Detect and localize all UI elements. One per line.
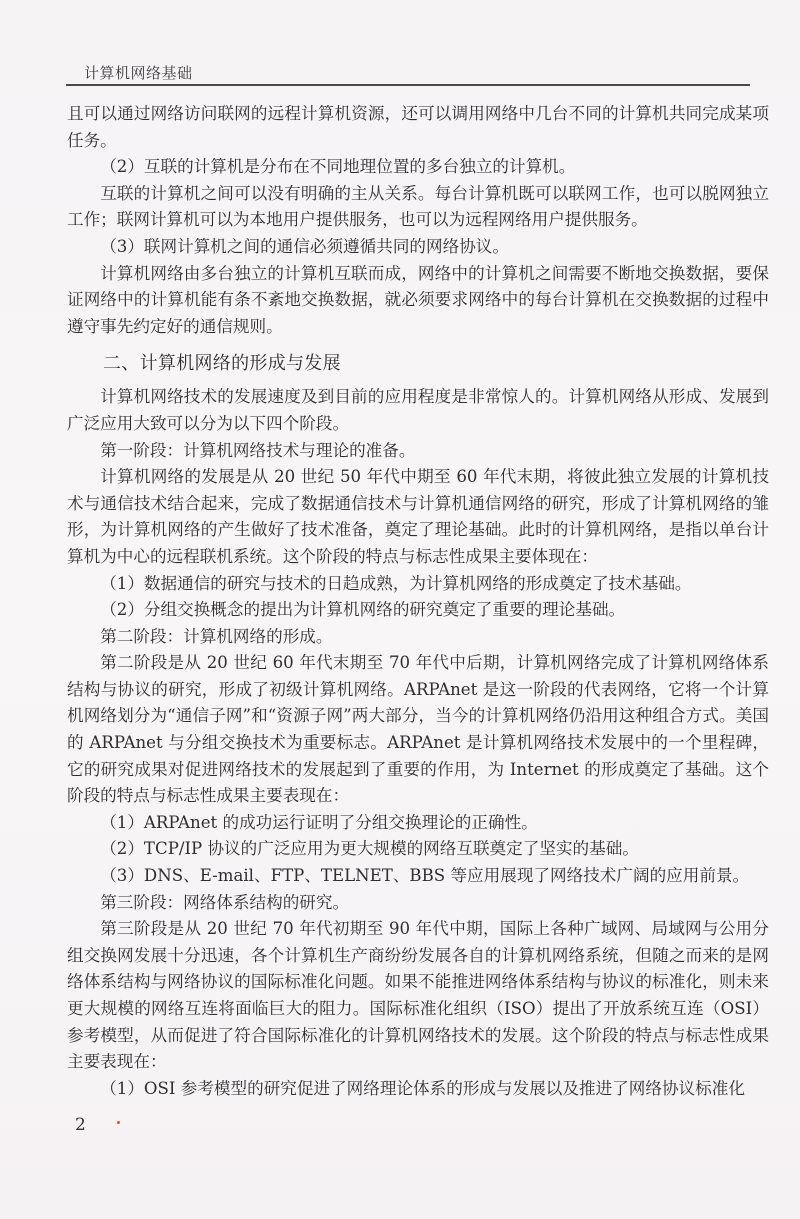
list-item: （1）ARPAnet 的成功运行证明了分组交换理论的正确性。 — [100, 812, 538, 832]
running-head: 计算机网络基础 — [84, 64, 193, 82]
paragraph: 互联的计算机之间可以没有明确的主从关系。每台计算机既可以联网工作，也可以脱网独立工作；联网计算机可以为本地用户提供服务，也可以为远程网络用户提供服务。 — [67, 183, 769, 230]
paragraph: 计算机网络由多台独立的计算机互联而成，网络中的计算机之间需要不断地交换数据，要保证网络中的计算机能有条不紊地交换数据，就必须要求网络中的每台计算机在交换数据的过程中遵守事先约定好的通信规则。 — [67, 263, 769, 336]
paragraph: 计算机网络的发展是从 20 世纪 50 年代中期至 60 年代末期，将彼此独立发展的计算机技术与通信技术结合起来，完成了数据通信技术与计算机通信网络的研究，形成了计算机网络的雏形，为计算机网络的产生做好了技术准备，奠定了理论基础。此时的计算机网络，是指以单台计算机为中心的远程联机系统。这个阶段的特点与标志性成果主要体现在： — [67, 467, 769, 566]
paragraph: 且可以通过网络访问联网的远程计算机资源，还可以调用网络中几台不同的计算机共同完成某项任务。 — [67, 104, 769, 150]
paragraph: 计算机网络技术的发展速度及到目前的应用程度是非常惊人的。计算机网络从形成、发展到广泛应用大致可以分为以下四个阶段。 — [67, 387, 769, 433]
paragraph: 第二阶段是从 20 世纪 60 年代末期至 70 年代中后期，计算机网络完成了计算机网络体系结构与协议的研究，形成了初级计算机网络。ARPAnet 是这一阶段的代表网络，它将一个计算机网络划分为“通信子网”和“资源子网”两大部分，当今的计算机网络仍沿用这种组合方式。美国的 ARPAnet 与分组交换技术为重要标志。ARPAnet 是计算机网络技术发展中的一个里程碑，它的研究成果对促进网络技术的发展起到了重要的作用，为 Internet 的形成奠定了基础。这个阶段的特点与标志性成果主要表现在： — [67, 653, 769, 806]
stage-title: 第一阶段：计算机网络技术与理论的准备。 — [100, 440, 416, 460]
stage-title: 第二阶段：计算机网络的形成。 — [100, 626, 333, 646]
list-item: （2）TCP/IP 协议的广泛应用为更大规模的网络互联奠定了坚实的基础。 — [100, 839, 639, 859]
list-item: （3）DNS、E-mail、FTP、TELNET、BBS 等应用展现了网络技术广阔的应用前景。 — [100, 866, 750, 886]
stage-title: 第三阶段：网络体系结构的研究。 — [100, 892, 350, 912]
section-heading: 二、计算机网络的形成与发展 — [103, 353, 341, 375]
list-item: （2）互联的计算机是分布在不同地理位置的多台独立的计算机。 — [100, 157, 576, 177]
list-item: （2）分组交换概念的提出为计算机网络的研究奠定了重要的理论基础。 — [100, 600, 626, 620]
list-item: （1）数据通信的研究与技术的日趋成熟，为计算机网络的形成奠定了技术基础。 — [100, 573, 692, 593]
ink-mark — [117, 1121, 120, 1124]
paragraph: 第三阶段是从 20 世纪 70 年代初期至 90 年代中期，国际上各种广域网、局域网与公用分组交换网发展十分迅速，各个计算机生产商纷纷发展各自的计算机网络系统，但随之而来的是网络体系结构与网络协议的国际标准化问题。如果不能推进网络体系结构与协议的标准化，则未来更大规模的网络互连将面临巨大的阻力。国际标准化组织（ISO）提出了开放系统互连（OSI）参考模型，从而促进了符合国际标准化的计算机网络技术的发展。这个阶段的特点与标志性成果主要表现在： — [67, 919, 769, 1072]
body-text — [67, 101, 769, 1102]
page-number: 2 — [75, 1115, 86, 1135]
list-item: （3）联网计算机之间的通信必须遵循共同的网络协议。 — [100, 236, 509, 256]
header-rule — [66, 84, 750, 86]
list-item: （1）OSI 参考模型的研究促进了网络理论体系的形成与发展以及推进了网络协议标准化 — [100, 1078, 745, 1098]
